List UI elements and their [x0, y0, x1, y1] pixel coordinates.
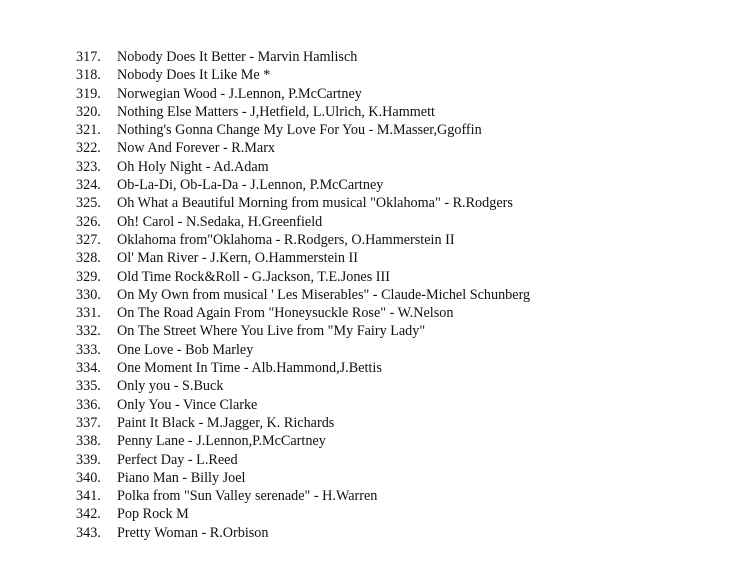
item-title: Ol' Man River - J.Kern, O.Hammerstein II	[117, 250, 358, 267]
item-number: 323.	[76, 158, 101, 175]
item-number: 340.	[76, 469, 101, 486]
item-title: Nobody Does It Like Me *	[117, 67, 271, 84]
item-number: 320.	[76, 103, 101, 120]
item-number: 325.	[76, 195, 101, 212]
item-title: Oh! Carol - N.Sedaka, H.Greenfield	[117, 213, 323, 230]
item-title: Pretty Woman - R.Orbison	[117, 524, 269, 541]
item-title: On The Road Again From "Honeysuckle Rose" - W.Nelson	[117, 305, 454, 322]
item-number: 336.	[76, 396, 101, 413]
list-item	[0, 139, 740, 157]
item-title: Penny Lane - J.Lennon,P.McCartney	[117, 433, 326, 450]
list-item	[0, 231, 740, 249]
list-item	[0, 432, 740, 450]
list-item	[0, 304, 740, 322]
list-item	[0, 268, 740, 286]
item-number: 333.	[76, 341, 101, 358]
list-item	[0, 524, 740, 542]
item-title: Nothing Else Matters - J,Hetfield, L.Ulrich, K.Hammett	[117, 103, 435, 120]
item-number: 324.	[76, 177, 101, 194]
list-item	[0, 66, 740, 84]
list-item	[0, 469, 740, 487]
list-item	[0, 213, 740, 231]
list-item	[0, 121, 740, 139]
item-title: Nobody Does It Better - Marvin Hamlisch	[117, 49, 358, 65]
list-item	[0, 377, 740, 395]
item-number: 332.	[76, 323, 101, 340]
item-title: Old Time Rock&Roll - G.Jackson, T.E.Jones III	[117, 268, 390, 285]
item-number: 341.	[76, 488, 101, 505]
list-item	[0, 103, 740, 121]
item-number: 322.	[76, 140, 101, 157]
item-title: Oklahoma from"Oklahoma - R.Rodgers, O.Hammerstein II	[117, 231, 455, 248]
list-item	[0, 505, 740, 523]
list-item	[0, 194, 740, 212]
item-title: Norwegian Wood - J.Lennon, P.McCartney	[117, 85, 362, 102]
list-item	[0, 286, 740, 304]
item-number: 321.	[76, 122, 101, 139]
song-list	[0, 48, 740, 542]
list-item	[0, 249, 740, 267]
list-item	[0, 414, 740, 432]
item-title: Piano Man - Billy Joel	[117, 469, 246, 486]
list-item	[0, 85, 740, 103]
item-number: 338.	[76, 433, 101, 450]
item-number: 339.	[76, 451, 101, 468]
item-number: 342.	[76, 506, 101, 523]
item-title: On My Own from musical ' Les Miserables" - Claude-Michel Schunberg	[117, 286, 531, 303]
item-number: 335.	[76, 378, 101, 395]
item-number: 337.	[76, 414, 101, 431]
item-title: One Love - Bob Marley	[117, 341, 254, 358]
list-item	[0, 396, 740, 414]
item-title: Nothing's Gonna Change My Love For You - M.Masser,Ggoffin	[117, 122, 482, 139]
item-number: 326.	[76, 213, 101, 230]
item-number: 318.	[76, 67, 101, 84]
item-title: One Moment In Time - Alb.Hammond,J.Bettis	[117, 360, 382, 377]
item-number: 328.	[76, 250, 101, 267]
list-item	[0, 487, 740, 505]
list-item	[0, 451, 740, 469]
item-title: Oh Holy Night - Ad.Adam	[117, 158, 269, 175]
item-title: Polka from "Sun Valley serenade" - H.Warren	[117, 488, 378, 505]
item-number: 343.	[76, 524, 101, 541]
item-title: Only You - Vince Clarke	[117, 396, 258, 413]
item-title: Perfect Day - L.Reed	[117, 451, 238, 468]
item-number: 319.	[76, 85, 101, 102]
item-number: 327.	[76, 231, 101, 248]
item-number: 329.	[76, 268, 101, 285]
item-title: Only you - S.Buck	[117, 378, 224, 395]
list-item	[0, 341, 740, 359]
item-title: Now And Forever - R.Marx	[117, 140, 276, 157]
item-title: On The Street Where You Live from "My Fairy Lady"	[117, 323, 426, 340]
item-title: Ob-La-Di, Ob-La-Da - J.Lennon, P.McCartney	[117, 177, 384, 194]
list-item	[0, 359, 740, 377]
item-title: Paint It Black - M.Jagger, K. Richards	[117, 414, 335, 431]
item-title: Pop Rock M	[117, 506, 189, 523]
item-title: Oh What a Beautiful Morning from musical "Oklahoma" - R.Rodgers	[117, 195, 513, 212]
item-number: 331.	[76, 305, 101, 322]
item-number: 317.	[76, 49, 101, 65]
item-number: 330.	[76, 286, 101, 303]
list-item	[0, 322, 740, 340]
list-item	[0, 158, 740, 176]
item-number: 334.	[76, 360, 101, 377]
list-item	[0, 176, 740, 194]
list-item	[0, 48, 740, 66]
